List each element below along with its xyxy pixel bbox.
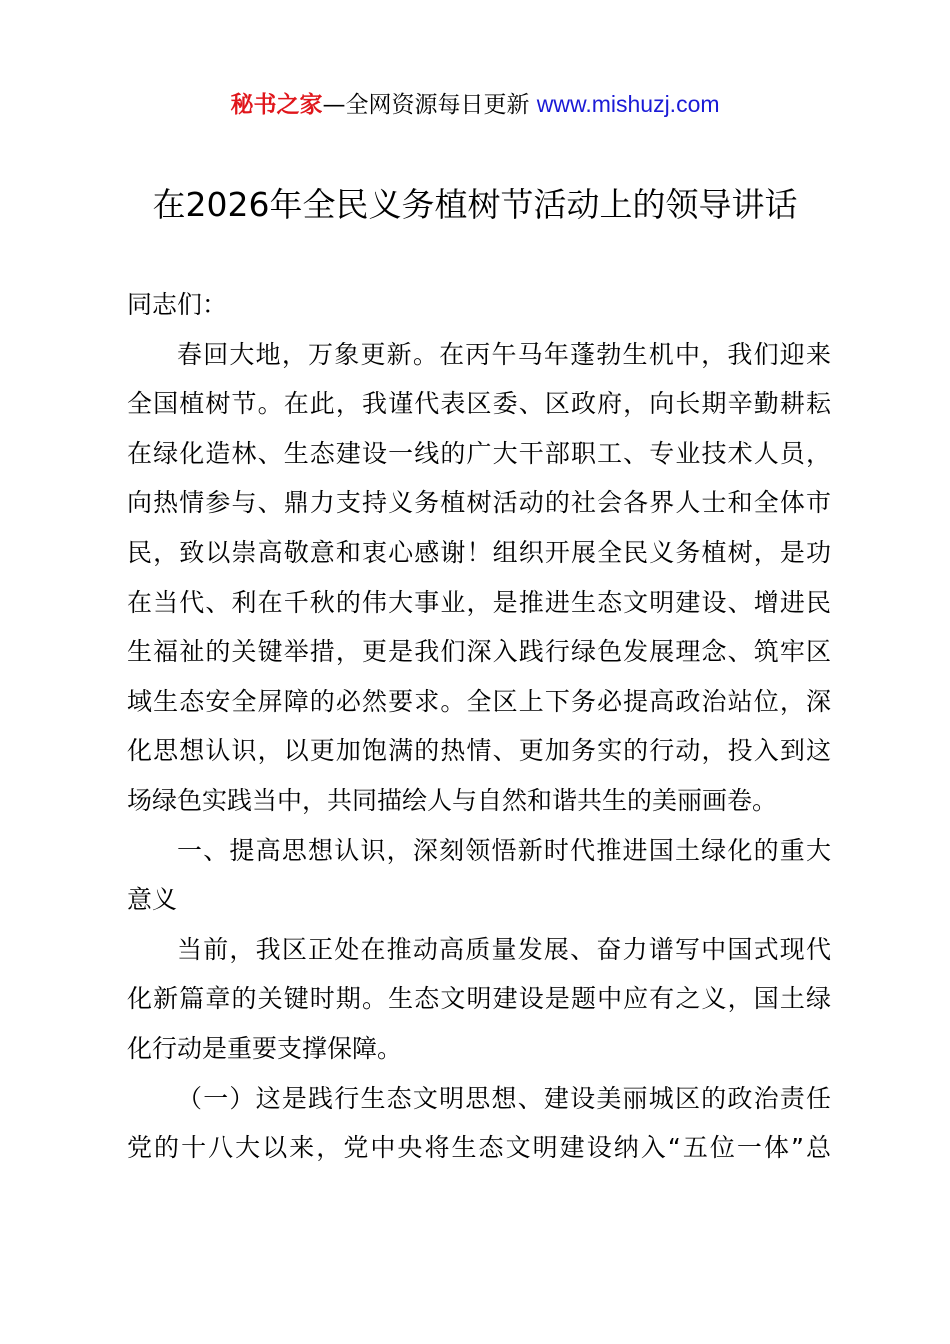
site-url-link[interactable]: www.mishuzj.com — [536, 91, 720, 117]
paragraph-line: 化行动是重要支撑保障。 — [127, 1033, 403, 1063]
site-header — [0, 86, 950, 123]
paragraph-line: 春回大地，万象更新。在丙午马年蓬勃生机中，我们迎来 — [177, 339, 831, 369]
heading-line: 意义 — [127, 885, 178, 915]
paragraph-line: 生福祉的关键举措，更是我们深入践行绿色发展理念、筑牢区 — [127, 637, 831, 667]
para-subsection-1 — [127, 1074, 831, 1173]
header-slogan: —全网资源每日更新 — [322, 92, 537, 118]
paragraph-line: 全国植树节。在此，我谨代表区委、区政府，向长期辛勤耕耘 — [127, 389, 831, 419]
para-intro — [127, 330, 831, 826]
paragraph-line: 化新篇章的关键时期。生态文明建设是题中应有之义，国土绿 — [127, 984, 831, 1014]
salutation: 同志们： — [127, 290, 228, 319]
document-body — [127, 280, 831, 1173]
paragraph-line: 党的十八大以来，党中央将生态文明建设纳入“五位一体”总 — [127, 1133, 831, 1163]
brand-name: 秘书之家 — [230, 92, 323, 118]
subheading-line: （一）这是践行生态文明思想、建设美丽城区的政治责任 — [177, 1083, 831, 1113]
section-heading-1 — [127, 826, 831, 925]
paragraph-line: 当前，我区正处在推动高质量发展、奋力谱写中国式现代 — [177, 934, 831, 964]
paragraph-line: 域生态安全屏障的必然要求。全区上下务必提高政治站位，深 — [127, 686, 831, 716]
paragraph-line: 民，致以崇高敬意和衷心感谢！组织开展全民义务植树，是功 — [127, 537, 831, 567]
document-title: 在2026年全民义务植树节活动上的领导讲话 — [152, 185, 798, 224]
para-section-1 — [127, 925, 831, 1074]
paragraph-line: 化思想认识，以更加饱满的热情、更加务实的行动，投入到这 — [127, 736, 831, 766]
paragraph-line: 在当代、利在千秋的伟大事业，是推进生态文明建设、增进民 — [127, 587, 831, 617]
paragraph-line: 场绿色实践当中，共同描绘人与自然和谐共生的美丽画卷。 — [127, 785, 778, 815]
heading-line: 一、提高思想认识，深刻领悟新时代推进国土绿化的重大 — [177, 835, 831, 865]
paragraph-line: 向热情参与、鼎力支持义务植树活动的社会各界人士和全体市 — [127, 488, 831, 518]
paragraph-line: 在绿化造林、生态建设一线的广大干部职工、专业技术人员， — [127, 438, 831, 468]
